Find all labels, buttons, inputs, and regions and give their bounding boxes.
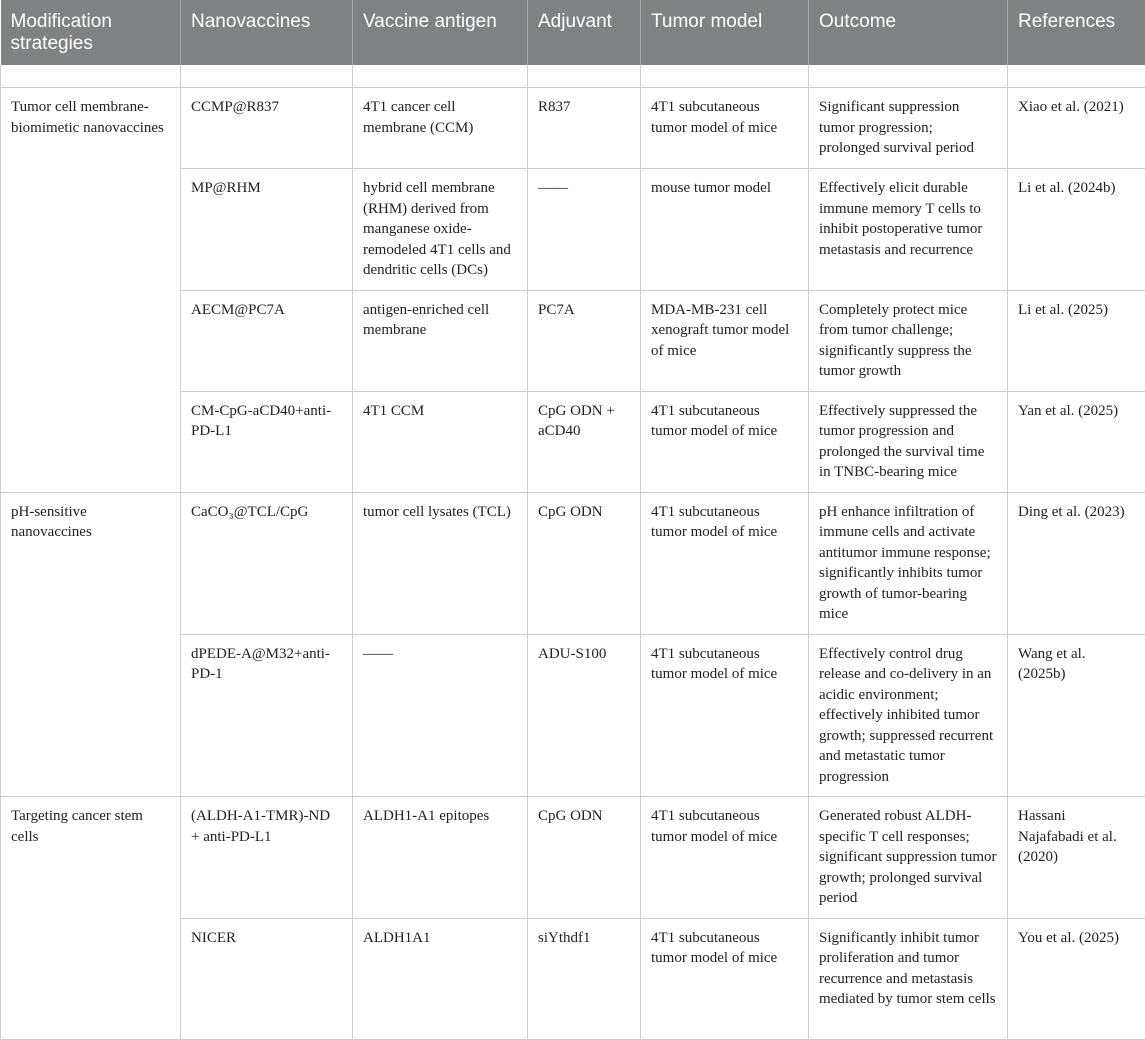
reference-cell: Ding et al. (2023) <box>1008 492 1145 634</box>
header-outcome: Outcome <box>809 0 1008 65</box>
tumor-model-cell: 4T1 subcutaneous tumor model of mice <box>641 391 809 492</box>
antigen-cell: ALDH1A1 <box>353 918 528 1039</box>
outcome-cell: Effectively elicit durable immune memory T cells to inhibit postoperative tumor metastasis and recurrence <box>809 169 1008 291</box>
outcome-cell: Generated robust ALDH-specific T cell responses; significant suppression tumor growth; prolonged survival period <box>809 797 1008 919</box>
antigen-cell: 4T1 cancer cell membrane (CCM) <box>353 88 528 169</box>
reference-cell: Hassani Najafabadi et al. (2020) <box>1008 797 1145 919</box>
adjuvant-cell: CpG ODN <box>528 797 641 919</box>
outcome-cell: Effectively control drug release and co-delivery in an acidic environment; effectively inhibited tumor growth; suppressed recurrent and metastatic tumor progression <box>809 634 1008 797</box>
nanovaccine-cell: MP@RHM <box>181 169 353 291</box>
adjuvant-cell: CpG ODN + aCD40 <box>528 391 641 492</box>
header-references: References <box>1008 0 1145 65</box>
strategy-cell: pH-sensitive nanovaccines <box>1 492 181 797</box>
tumor-model-cell: MDA-MB-231 cell xenograft tumor model of mice <box>641 290 809 391</box>
tumor-model-cell: 4T1 subcutaneous tumor model of mice <box>641 797 809 919</box>
nanovaccine-cell: CaCO₃@TCL/CpG <box>181 492 353 634</box>
antigen-cell: ALDH1-A1 epitopes <box>353 797 528 919</box>
strategy-cell: Targeting cancer stem cells <box>1 797 181 1040</box>
spacer-cell <box>809 65 1008 88</box>
spacer-cell <box>1 65 181 88</box>
table-row <box>1 797 1145 919</box>
header-modification-strategies: Modification strategies <box>1 0 181 65</box>
reference-cell: Li et al. (2025) <box>1008 290 1145 391</box>
table-row <box>1 88 1145 169</box>
reference-cell: Wang et al. (2025b) <box>1008 634 1145 797</box>
spacer-cell <box>1008 65 1145 88</box>
reference-cell: Li et al. (2024b) <box>1008 169 1145 291</box>
header-tumor-model: Tumor model <box>641 0 809 65</box>
tumor-model-cell: 4T1 subcutaneous tumor model of mice <box>641 918 809 1039</box>
adjuvant-cell: siYthdf1 <box>528 918 641 1039</box>
nanovaccine-cell: CM-CpG-aCD40+anti-PD-L1 <box>181 391 353 492</box>
adjuvant-cell: ADU-S100 <box>528 634 641 797</box>
antigen-cell: hybrid cell membrane (RHM) derived from manganese oxide-remodeled 4T1 cells and dendritic cells (DCs) <box>353 169 528 291</box>
reference-cell: Yan et al. (2025) <box>1008 391 1145 492</box>
adjuvant-cell: PC7A <box>528 290 641 391</box>
antigen-cell: 4T1 CCM <box>353 391 528 492</box>
tumor-model-cell: mouse tumor model <box>641 169 809 291</box>
header-adjuvant: Adjuvant <box>528 0 641 65</box>
antigen-cell: tumor cell lysates (TCL) <box>353 492 528 634</box>
adjuvant-cell: R837 <box>528 88 641 169</box>
spacer-cell <box>181 65 353 88</box>
nanovaccine-cell: NICER <box>181 918 353 1039</box>
reference-cell: Xiao et al. (2021) <box>1008 88 1145 169</box>
nanovaccine-cell: dPEDE-A@M32+anti-PD-1 <box>181 634 353 797</box>
nanovaccine-cell: AECM@PC7A <box>181 290 353 391</box>
header-spacer-row <box>1 65 1145 88</box>
outcome-cell: Significant suppression tumor progression; prolonged survival period <box>809 88 1008 169</box>
nanovaccine-cell: CCMP@R837 <box>181 88 353 169</box>
spacer-cell <box>641 65 809 88</box>
tumor-model-cell: 4T1 subcutaneous tumor model of mice <box>641 492 809 634</box>
adjuvant-cell: CpG ODN <box>528 492 641 634</box>
outcome-cell: Significantly inhibit tumor proliferation and tumor recurrence and metastasis mediated by tumor stem cells <box>809 918 1008 1039</box>
spacer-cell <box>353 65 528 88</box>
tumor-model-cell: 4T1 subcutaneous tumor model of mice <box>641 634 809 797</box>
adjuvant-cell: —— <box>528 169 641 291</box>
outcome-cell: Effectively suppressed the tumor progression and prolonged the survival time in TNBC-bearing mice <box>809 391 1008 492</box>
tumor-model-cell: 4T1 subcutaneous tumor model of mice <box>641 88 809 169</box>
reference-cell: You et al. (2025) <box>1008 918 1145 1039</box>
outcome-cell: Completely protect mice from tumor challenge; significantly suppress the tumor growth <box>809 290 1008 391</box>
antigen-cell: —— <box>353 634 528 797</box>
table-header-row <box>1 0 1145 65</box>
outcome-cell: pH enhance infiltration of immune cells and activate antitumor immune response; significantly inhibits tumor growth of tumor-bearing mice <box>809 492 1008 634</box>
table-row <box>1 492 1145 634</box>
spacer-cell <box>528 65 641 88</box>
strategy-cell: Tumor cell membrane-biomimetic nanovaccines <box>1 88 181 493</box>
header-nanovaccines: Nanovaccines <box>181 0 353 65</box>
header-vaccine-antigen: Vaccine antigen <box>353 0 528 65</box>
nanovaccine-cell: (ALDH-A1-TMR)-ND + anti-PD-L1 <box>181 797 353 919</box>
antigen-cell: antigen-enriched cell membrane <box>353 290 528 391</box>
